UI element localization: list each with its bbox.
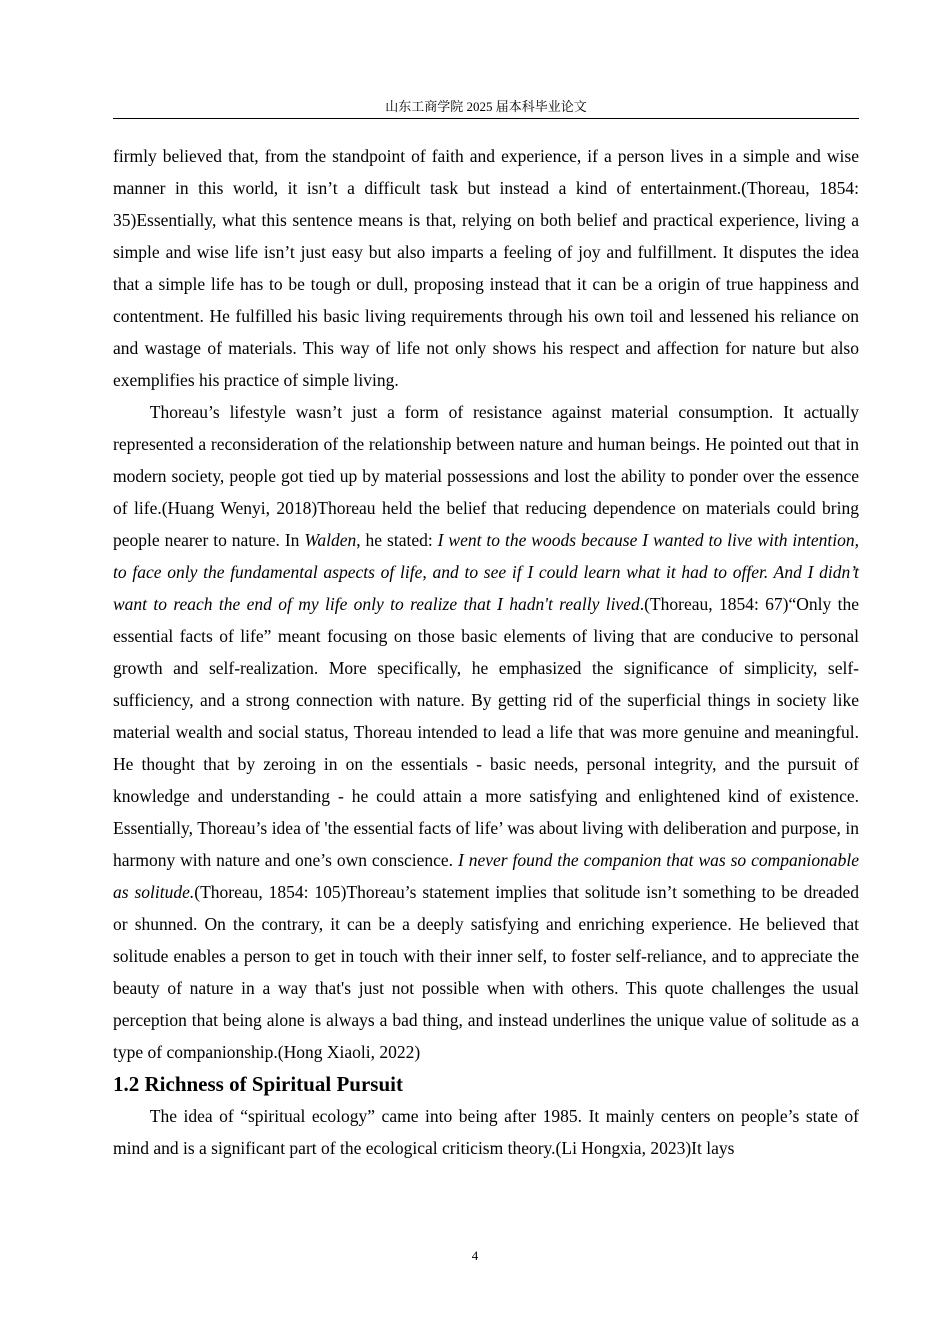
page-number: 4	[471, 1248, 479, 1263]
quotation: I went to the woods because I wanted to live with intention, to face only the fundamental aspects of life, and to see if I could learn what it had to offer. And I didn’t want to reach the end of my life only to realize that I hadn't really lived	[113, 530, 860, 614]
text-run: , he stated:	[356, 530, 438, 550]
main-text	[113, 140, 859, 1164]
quotation: I never found the companion that was so companionable as solitude.	[113, 850, 859, 902]
paragraph: The idea of “spiritual ecology” came into being after 1985. It mainly centers on people’s state of mind and is a significant part of the ecological criticism theory.(Li Hongxia, 2023)It lays	[113, 1106, 859, 1158]
paragraph	[113, 396, 859, 1068]
section-heading: 1.2 Richness of Spiritual Pursuit	[113, 1072, 403, 1096]
text-run: (Thoreau, 1854: 105)Thoreau’s statement implies that solitude isn’t something to be dreaded or shunned. On the contrary, it can be a deeply satisfying and enriching experience. He believed that solitude enables a person to get in touch with their inner self, to foster self-reliance, and to appreciate the beauty of nature in a way that's just not possible when with others. This quote challenges the usual perception that being alone is always a bad thing, and instead underlines the unique value of solitude as a type of companionship.(Hong Xiaoli, 2022)	[113, 882, 859, 1062]
book-title: Walden	[304, 530, 357, 550]
paragraph: firmly believed that, from the standpoint of faith and experience, if a person lives in a simple and wise manner in this world, it isn’t a difficult task but instead a kind of entertainment.(Thoreau, 1854: 35)Essentially, what this sentence means is that, relying on both belief and practical experience, living a simple and wise life isn’t just easy but also imparts a feeling of joy and fulfillment. It disputes the idea that a simple life has to be tough or dull, proposing instead that it can be a origin of true happiness and contentment. He fulfilled his basic living requirements through his own toil and lessened his reliance on and wastage of materials. This way of life not only shows his respect and affection for nature but also exemplifies his practice of simple living.	[113, 146, 859, 390]
text-run: Thoreau’s lifestyle wasn’t just a form of resistance against material consumption. It actually represented a reconsideration of the relationship between nature and human beings. He pointed out that in modern society, people got tied up by material possessions and lost the ability to ponder over the essence of life.(Huang Wenyi, 2018)Thoreau held the belief that reducing dependence on materials could bring people nearer to nature. In	[113, 402, 859, 550]
text-run: .(Thoreau, 1854: 67)“Only the essential facts of life” meant focusing on those basic elements of living that are conducive to personal growth and self-realization. More specifically, he emphasized the significance of simplicity, self-sufficiency, and a strong connection with nature. By getting rid of the superficial things in society like material wealth and social status, Thoreau intended to lead a life that was more genuine and meaningful. He thought that by zeroing in on the essentials - basic needs, personal integrity, and the pursuit of knowledge and understanding - he could attain a more satisfying and enlightened kind of existence. Essentially, Thoreau’s idea of 'the essential facts of life’ was about living with deliberation and purpose, in harmony with nature and one’s own conscience.	[113, 594, 859, 870]
page-header: 山东工商学院 2025 届本科毕业论文	[113, 98, 859, 119]
